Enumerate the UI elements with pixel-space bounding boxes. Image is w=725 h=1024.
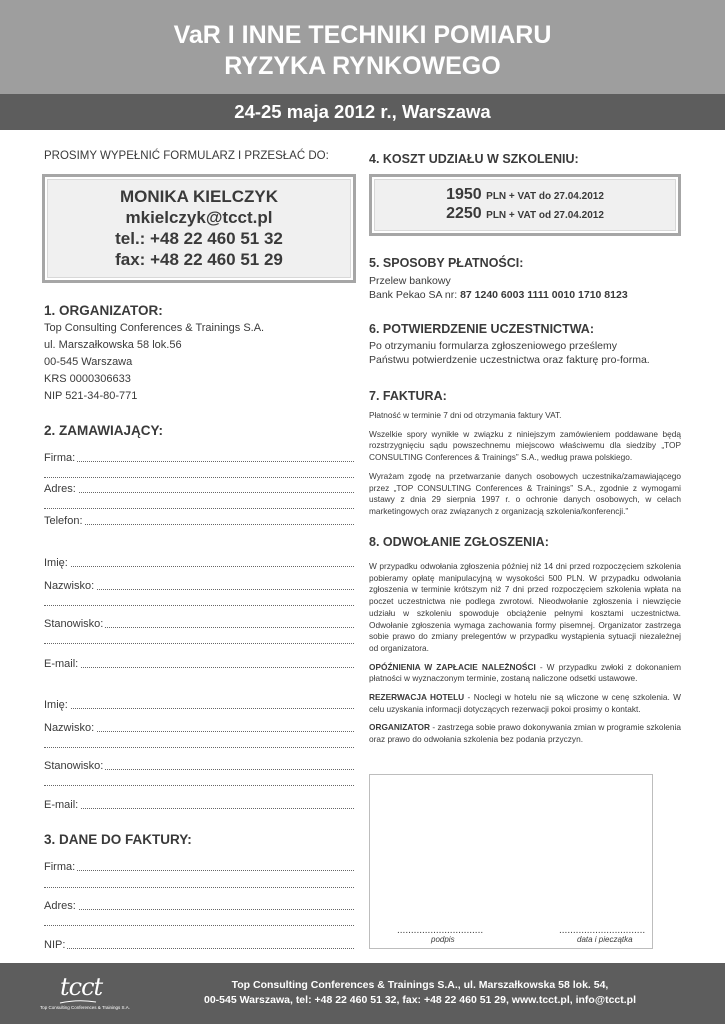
imie-field-1[interactable] xyxy=(44,555,354,569)
logo-caption: Top Consulting Conferences & Trainings S.A. xyxy=(40,1005,131,1010)
invoice-firma-field[interactable] xyxy=(44,859,354,873)
blank-line[interactable] xyxy=(44,466,354,480)
organizer-details xyxy=(44,320,264,405)
contact-box xyxy=(42,174,356,283)
ordering-heading: 2. ZAMAWIAJĄCY: xyxy=(44,423,164,438)
late-payment xyxy=(369,662,681,685)
invoice-terms xyxy=(369,410,681,518)
email-field-2[interactable] xyxy=(44,797,354,811)
late-text: - W przypadku zwłoki z dokonaniem płatności w wyznaczonym terminie, zostaną naliczone odsetki ustawowe. xyxy=(369,661,682,684)
confirmation-text: Po otrzymaniu formularza zgłoszeniowego prześlemy Państwu potwierdzenie uczestnictwa oraz fakturę pro-forma. xyxy=(369,340,650,366)
stanowisko-label: Stanowisko: xyxy=(44,760,104,772)
adres-field[interactable] xyxy=(44,481,354,495)
organizer-line: Top Consulting Conferences & Trainings S.A. xyxy=(44,322,265,334)
invoice-adres-field[interactable] xyxy=(44,898,354,912)
footer xyxy=(0,963,725,1024)
blank-line[interactable] xyxy=(44,736,354,750)
hotel-text: - Noclegi w hotelu nie są wliczone w cenę szkolenia. W celu uzyskania informacji dotyczących rezerwacji pokoi prosimy o kontakt. xyxy=(369,692,681,714)
imie-label: Imię: xyxy=(44,699,68,711)
blank-line[interactable] xyxy=(44,876,354,890)
page-title xyxy=(0,20,725,82)
stanowisko-label: Stanowisko: xyxy=(44,618,104,630)
contact-tel: tel.: +48 22 460 51 32 xyxy=(115,229,283,248)
price-late-note: PLN + VAT od 27.04.2012 xyxy=(486,210,604,221)
invoice-p2: Wszelkie spory wynikłe w związku z niniejszym zamówieniem poddawane będą rozstrzygnięciu sądu powszechnemu miejscowo właściwemu dla siedziby „TOP CONSULTING Conferences & Trainings” S.A., według prawa polskiego. xyxy=(369,428,681,463)
adres-label: Adres: xyxy=(44,900,76,912)
date-location-bar: 24-25 maja 2012 r., Warszawa xyxy=(0,94,725,130)
contact-fax: fax: +48 22 460 51 29 xyxy=(115,250,283,269)
organizer-line: KRS 0000306633 xyxy=(44,373,131,385)
organizer-line: 00-545 Warszawa xyxy=(44,356,133,368)
firma-label: Firma: xyxy=(44,861,76,873)
signature-box[interactable] xyxy=(369,774,653,949)
stanowisko-field-1[interactable] xyxy=(44,616,354,630)
cancellation-heading: 8. ODWOŁANIE ZGŁOSZENIA: xyxy=(369,535,549,549)
hotel-booking xyxy=(369,692,681,715)
contact-name: MONIKA KIELCZYK xyxy=(119,187,279,206)
title-line-1: VaR I INNE TECHNIKI POMIARU xyxy=(173,21,552,49)
signature-label: podpis xyxy=(431,935,455,944)
blank-line[interactable] xyxy=(44,914,354,928)
late-title: OPÓŹNIENIA W ZAPŁACIE NALEŻNOŚCI xyxy=(369,661,536,672)
organizer-heading: 1. ORGANIZATOR: xyxy=(44,303,163,318)
date-stamp-dots: ............................... xyxy=(559,925,646,936)
cost-heading: 4. KOSZT UDZIAŁU W SZKOLENIU: xyxy=(369,152,579,166)
email-label: E-mail: xyxy=(44,658,79,670)
adres-label: Adres: xyxy=(44,483,76,495)
firma-field[interactable] xyxy=(44,450,354,464)
nazwisko-label: Nazwisko: xyxy=(44,722,95,734)
stanowisko-field-2[interactable] xyxy=(44,758,354,772)
cancellation-p1: W przypadku odwołania zgłoszenia później niż 14 dni przed rozpoczęciem szkolenia pobieramy opłatę manipulacyjną w wysokości 500 PLN. W przypadku odwołania zgłoszenia w terminie krótszym niż 7 dni przed rozpoczęciem szkolenia wpłata na poczet uczestnictwa nie podlega zwrotowi. Nieodwołanie zgłoszenia i niewzięcie udziału w szkoleniu spowoduje obciążenie pełnymi kosztami uczestnictwa. Odwołanie zgłoszenia wymaga zachowania formy pisemnej. Organizator zastrzega sobie prawo do zmiany prelegentów w przypadku wystąpienia sytuacji niezależnej od organizatora. xyxy=(369,561,681,653)
title-line-2: RYZYKA RYNKOWEGO xyxy=(224,52,501,80)
blank-line[interactable] xyxy=(44,632,354,646)
price-early xyxy=(372,186,678,204)
payment-details xyxy=(369,274,628,302)
blank-line[interactable] xyxy=(44,594,354,608)
nazwisko-label: Nazwisko: xyxy=(44,580,95,592)
organizer-rights xyxy=(369,722,681,745)
firma-label: Firma: xyxy=(44,452,76,464)
price-late xyxy=(372,205,678,223)
email-field-1[interactable] xyxy=(44,656,354,670)
nip-label: NIP: xyxy=(44,939,66,951)
invoice-data-heading: 3. DANE DO FAKTURY: xyxy=(44,832,192,847)
organizer-line: NIP 521-34-80-771 xyxy=(44,390,138,402)
cancellation-terms xyxy=(369,561,681,746)
imie-field-2[interactable] xyxy=(44,697,354,711)
nazwisko-field-1[interactable] xyxy=(44,578,354,592)
org-title: ORGANIZATOR xyxy=(369,722,430,733)
bank-prefix: Bank Pekao SA nr: xyxy=(369,289,461,301)
org-text: - zastrzega sobie prawo dokonywania zmian w programie szkolenia oraz prawo do odwołania szkolenia bez podania przyczyn. xyxy=(369,722,681,745)
nazwisko-field-2[interactable] xyxy=(44,720,354,734)
payment-heading: 5. SPOSOBY PŁATNOŚCI: xyxy=(369,256,524,270)
tcct-logo: tcct xyxy=(60,973,103,1001)
contact-email[interactable]: mkielczyk@tcct.pl xyxy=(125,208,273,227)
telefon-label: Telefon: xyxy=(44,515,83,527)
footer-line-1: Top Consulting Conferences & Trainings S.A., ul. Marszałkowska 58 lok. 54, xyxy=(231,979,609,991)
footer-line-2: 00-545 Warszawa, tel: +48 22 460 51 32, fax: +48 22 460 51 29, www.tcct.pl, info@tcct.pl xyxy=(203,994,636,1006)
price-early-note: PLN + VAT do 27.04.2012 xyxy=(486,191,604,202)
bank-account: 87 1240 6003 1111 0010 1710 8123 xyxy=(460,289,628,301)
payment-bank xyxy=(369,288,628,302)
date-stamp-label: data i pieczątka xyxy=(577,935,633,944)
invoice-p1: Płatność w terminie 7 dni od otrzymania faktury VAT. xyxy=(369,410,562,420)
price-late-value: 2250 xyxy=(446,205,482,222)
price-early-value: 1950 xyxy=(446,186,482,203)
instruction-text: PROSIMY WYPEŁNIĆ FORMULARZ I PRZESŁAĆ DO: xyxy=(44,150,329,162)
invoice-p3: Wyrażam zgodę na przetwarzanie danych osobowych uczestnika/zamawiającego przez „TOP CONSULTING Conferences & Trainings” S.A., zgodnie z wymogami ustawy z dnia 29 sierpnia 1997 r. o ochronie danych osobowych, w celach marketingowych oraz związanych z organizacją szkolenia/konferencji.” xyxy=(369,470,681,516)
organizer-line: ul. Marszałkowska 58 lok.56 xyxy=(44,339,182,351)
email-label: E-mail: xyxy=(44,799,79,811)
hotel-title: REZERWACJA HOTELU xyxy=(369,692,465,703)
signature-dots: ............................... xyxy=(397,925,484,936)
payment-method: Przelew bankowy xyxy=(369,275,451,287)
imie-label: Imię: xyxy=(44,557,68,569)
invoice-heading: 7. FAKTURA: xyxy=(369,389,447,403)
nip-field[interactable] xyxy=(44,937,354,951)
price-box xyxy=(369,174,681,236)
confirmation-heading: 6. POTWIERDZENIE UCZESTNICTWA: xyxy=(369,322,594,336)
blank-line[interactable] xyxy=(44,774,354,788)
telefon-field[interactable] xyxy=(44,513,354,527)
blank-line[interactable] xyxy=(44,497,354,511)
